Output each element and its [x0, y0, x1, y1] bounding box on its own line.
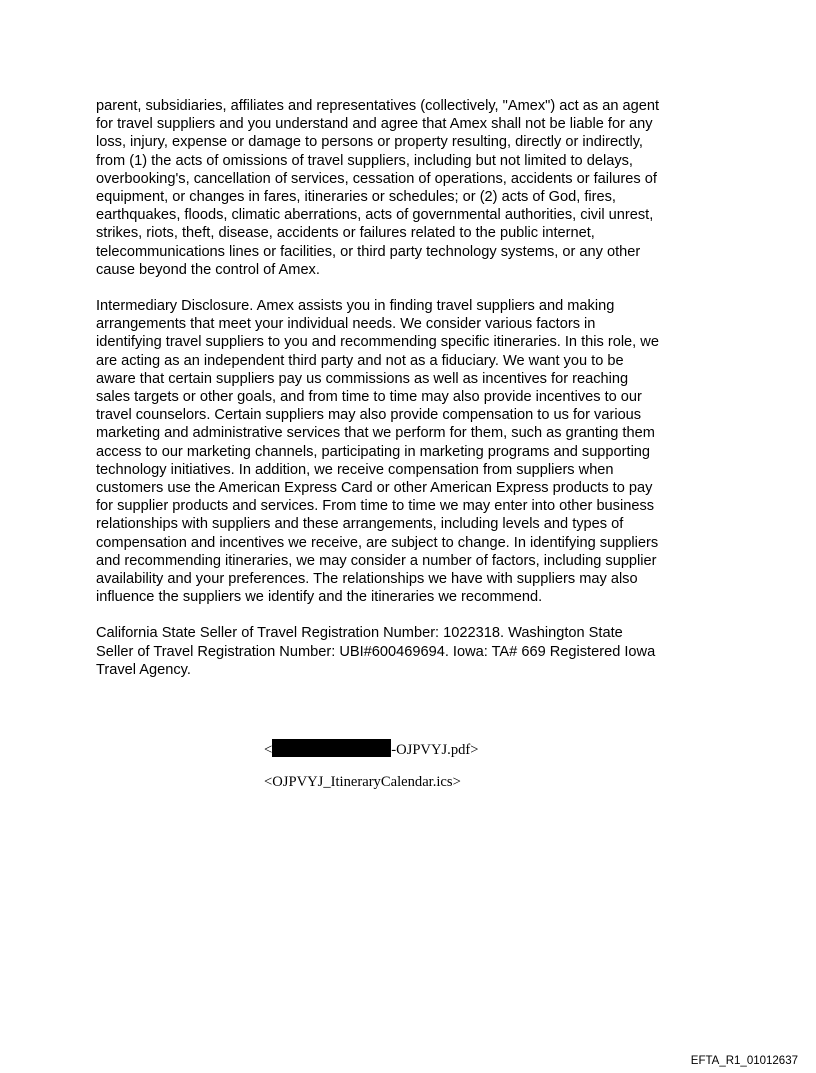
redaction-block: [272, 739, 391, 757]
intermediary-disclosure-paragraph: Intermediary Disclosure. Amex assists you in finding travel suppliers and making arrangements that meet your individual needs. We consider various factors in identifying travel suppliers to you and recommending specific itineraries. In this role, we are acting as an independent third party and not as a fiduciary. We want you to be aware that certain suppliers pay us commissions as well as incentives for reaching sales targets or other goals, and from time to time may also provide incentives to our travel counselors. Certain suppliers may also provide compensation to us for various marketing and administrative services that we perform for them, such as granting them access to our marketing channels, participating in marketing programs and supporting technology initiatives. In addition, we receive compensation from suppliers when customers use the American Express Card or other American Express products to pay for supplier products and services. From time to time we may enter into other business relationships with suppliers and these arrangements, including levels and types of compensation and incentives we receive, are subject to change. In identifying suppliers and recommending itineraries, we may consider a number of factors, including supplier availability and your preferences. The relationships we have with suppliers may also influence the suppliers we identify and the itineraries we recommend.: [96, 298, 659, 606]
document-body: [96, 97, 726, 697]
pdf-attachment-filename: -OJPVYJ.pdf>: [391, 742, 479, 758]
registration-paragraph: California State Seller of Travel Registration Number: 1022318. Washington State Seller of Travel Registration Number: UBI#600469694. Iowa: TA# 669 Registered Iowa Travel Agency.: [96, 625, 656, 678]
attachments-list: [264, 739, 479, 791]
pdf-attachment-prefix: <: [264, 742, 273, 758]
ics-attachment-link[interactable]: <OJPVYJ_ItineraryCalendar.ics>: [264, 774, 461, 790]
document-id-footer: EFTA_R1_01012637: [690, 1055, 798, 1067]
liability-paragraph: parent, subsidiaries, affiliates and representatives (collectively, "Amex") act as an agent for travel suppliers and you understand and agree that Amex shall not be liable for any loss, injury, expense or damage to persons or property resulting, directly or indirectly, from (1) the acts of omissions of travel suppliers, including but not limited to delays, overbooking's, cancellation of services, cessation of operations, accidents or failures of equipment, or changes in fares, itineraries or schedules; or (2) acts of God, fires, earthquakes, floods, climatic aberrations, acts of governmental authorities, civil unrest, strikes, riots, theft, disease, accidents or failures related to the public internet, telecommunications lines or facilities, or third party technology systems, or any other cause beyond the control of Amex.: [96, 98, 660, 278]
pdf-attachment-link[interactable]: [264, 739, 479, 759]
